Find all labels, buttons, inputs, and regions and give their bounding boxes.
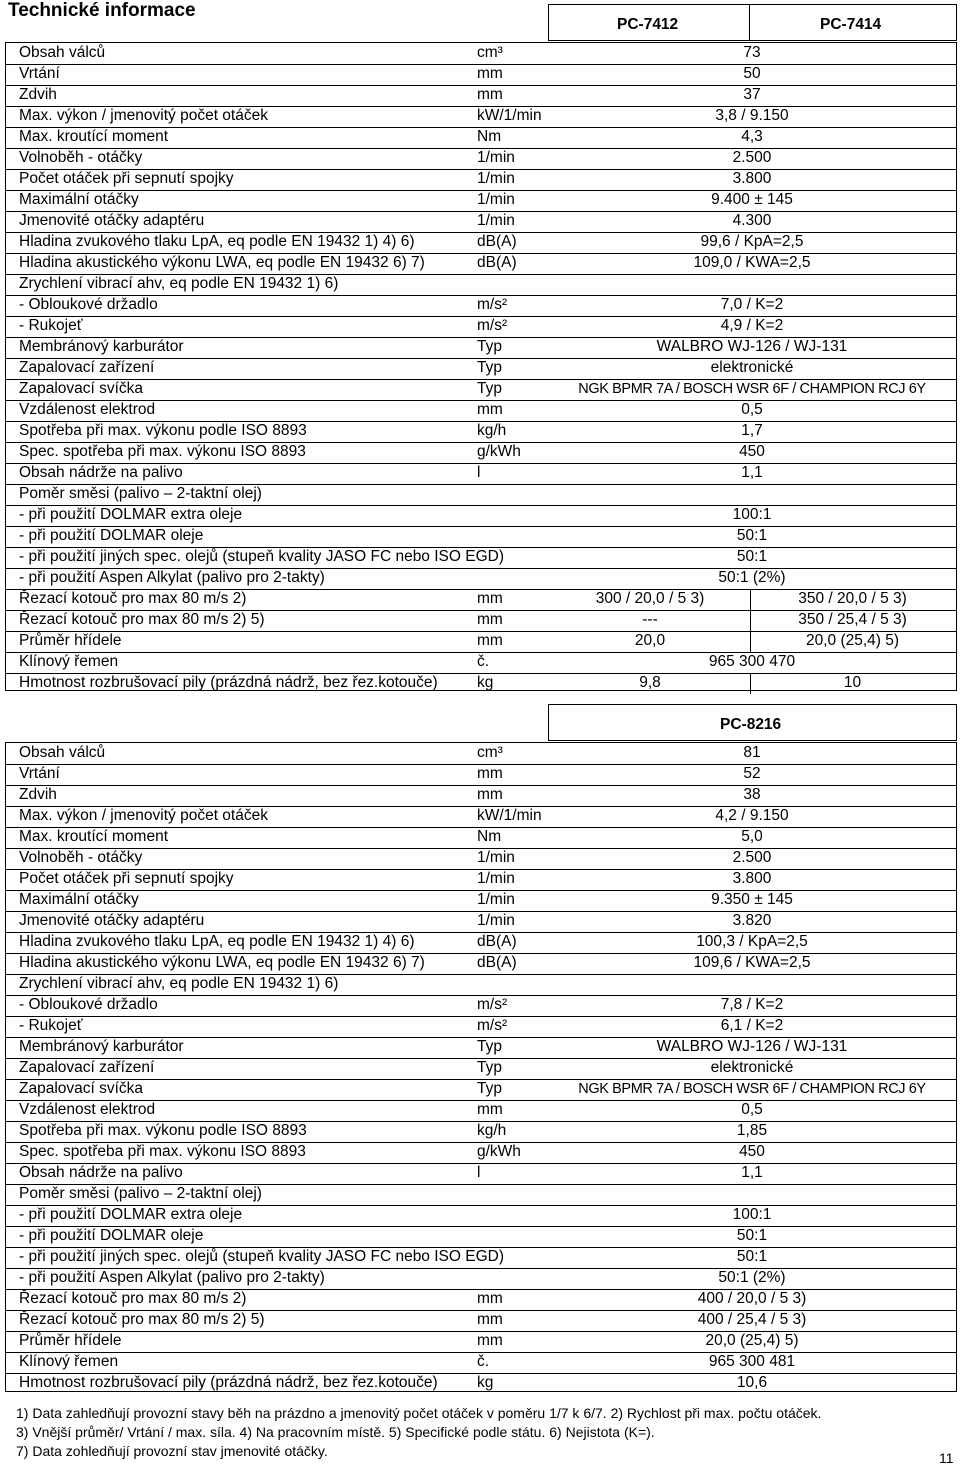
row-unit: kg	[477, 1374, 494, 1391]
table-row	[6, 1037, 956, 1059]
row-value: 9.350 ± 145	[711, 891, 793, 908]
row-label: Zdvih	[19, 786, 57, 803]
table-row	[6, 953, 956, 975]
row-label: Řezací kotouč pro max 80 m/s 2)	[19, 1290, 247, 1307]
row-value: 50:1 (2%)	[718, 1269, 786, 1286]
row-label: Vzdálenost elektrod	[19, 401, 156, 418]
row-unit: l	[477, 1164, 481, 1181]
row-label: Spotřeba při max. výkonu podle ISO 8893	[19, 1122, 307, 1139]
row-unit: Typ	[477, 380, 502, 397]
row-label: Obsah válců	[19, 744, 106, 761]
row-value: 109,0 / KWA=2,5	[693, 254, 811, 271]
row-unit: l	[477, 464, 481, 481]
row-unit: m/s²	[477, 317, 508, 334]
table-row	[6, 848, 956, 870]
table-row	[6, 1016, 956, 1038]
row-value: 1,1	[741, 1164, 763, 1181]
row-value: 37	[743, 86, 761, 103]
row-value: 20,0 (25,4) 5)	[705, 1332, 799, 1349]
row-label: Jmenovité otáčky adaptéru	[19, 912, 205, 929]
row-value-pc7412: 20,0	[634, 632, 666, 649]
table-row	[6, 1058, 956, 1080]
row-value-pc7414: 20,0 (25,4) 5)	[805, 632, 900, 649]
row-value: 2.500	[732, 149, 772, 166]
row-value: elektronické	[710, 1059, 794, 1076]
row-unit: kg/h	[477, 1122, 507, 1139]
row-value: 1,85	[736, 1122, 768, 1139]
row-label: - při použití DOLMAR oleje	[19, 1227, 204, 1244]
table-row	[6, 1352, 956, 1374]
table-row	[6, 64, 956, 86]
page-title: Technické informace	[8, 0, 196, 21]
row-label: Zrychlení vibrací ahv, eq podle EN 19432 1) 6)	[19, 975, 339, 992]
table-row	[6, 995, 956, 1017]
row-unit: 1/min	[477, 870, 515, 887]
row-label: - při použití Aspen Alkylat (palivo pro 2-takty)	[19, 569, 325, 586]
row-label: Spec. spotřeba při max. výkonu ISO 8893	[19, 1143, 306, 1160]
row-value: 100:1	[732, 506, 772, 523]
table-row	[6, 743, 956, 765]
row-unit: mm	[477, 786, 503, 803]
row-value: 0,5	[741, 1101, 763, 1118]
row-value: 0,5	[741, 401, 763, 418]
table-row	[6, 505, 956, 527]
row-label: Max. výkon / jmenovitý počet otáček	[19, 107, 268, 124]
row-value: 1,1	[741, 464, 763, 481]
row-unit: Nm	[477, 828, 502, 845]
table-row	[6, 974, 956, 996]
table-row	[6, 127, 956, 149]
row-unit: Typ	[477, 359, 502, 376]
row-label: Zapalovací svíčka	[19, 1080, 144, 1097]
table-row	[6, 232, 956, 254]
table-row	[6, 869, 956, 891]
row-value: WALBRO WJ-126 / WJ-131	[656, 338, 848, 355]
table-row	[6, 610, 956, 632]
row-value: 99,6 / KpA=2,5	[700, 233, 804, 250]
table-row	[6, 43, 956, 65]
table-row	[6, 932, 956, 954]
row-label: Počet otáček při sepnutí spojky	[19, 170, 234, 187]
row-label: - při použití DOLMAR extra oleje	[19, 1206, 243, 1223]
row-unit: mm	[477, 1290, 503, 1307]
table-row	[6, 148, 956, 170]
row-unit: 1/min	[477, 149, 515, 166]
row-unit: mm	[477, 1332, 503, 1349]
table-row	[6, 1079, 956, 1101]
row-label: Vrtání	[19, 65, 60, 82]
row-value: 10,6	[736, 1374, 768, 1391]
table-row	[6, 1142, 956, 1164]
row-label: Řezací kotouč pro max 80 m/s 2) 5)	[19, 611, 265, 628]
row-value: 965 300 470	[708, 653, 796, 670]
model-header-pc8216: PC-8216	[720, 716, 782, 733]
row-label: - Obloukové držadlo	[19, 296, 158, 313]
model-header-pc7414: PC-7414	[820, 16, 882, 33]
row-value: 73	[743, 44, 761, 61]
row-unit: kg	[477, 674, 494, 691]
row-value-pc7414: 350 / 20,0 / 5 3)	[798, 590, 907, 607]
row-value: 965 300 481	[708, 1353, 796, 1370]
row-value: 109,6 / KWA=2,5	[693, 954, 811, 971]
row-unit: m/s²	[477, 996, 508, 1013]
row-label: Zapalovací zařízení	[19, 359, 155, 376]
row-unit: Nm	[477, 128, 502, 145]
row-unit: mm	[477, 65, 503, 82]
page-number: 11	[939, 1450, 954, 1466]
row-value: WALBRO WJ-126 / WJ-131	[656, 1038, 848, 1055]
table-row	[6, 379, 956, 401]
row-unit: kW/1/min	[477, 107, 542, 124]
table-row	[6, 890, 956, 912]
row-unit: kW/1/min	[477, 807, 542, 824]
table-row	[6, 526, 956, 548]
table-row	[6, 1226, 956, 1248]
row-label: Membránový karburátor	[19, 338, 184, 355]
footnote: 7) Data zohledňují provozní stav jmenovité otáčky.	[16, 1443, 328, 1459]
row-value-pc7412: 300 / 20,0 / 5 3)	[595, 590, 705, 607]
table-row	[6, 190, 956, 212]
row-unit: mm	[477, 632, 503, 649]
row-label: Zapalovací zařízení	[19, 1059, 155, 1076]
row-unit: 1/min	[477, 912, 515, 929]
row-unit: mm	[477, 590, 503, 607]
row-value: 50:1	[736, 1227, 768, 1244]
row-label: Hladina akustického výkonu LWA, eq podle EN 19432 6) 7)	[19, 254, 425, 271]
table-row	[6, 274, 956, 296]
model-header-pc7412: PC-7412	[617, 16, 679, 33]
row-value: NGK BPMR 7A / BOSCH WSR 6F / CHAMPION RCJ 6Y	[578, 1081, 926, 1097]
row-label: Hladina zvukového tlaku LpA, eq podle EN 19432 1) 4) 6)	[19, 233, 415, 250]
row-unit: Typ	[477, 1059, 502, 1076]
table-row	[6, 568, 956, 590]
row-value: 4,3	[741, 128, 763, 145]
row-value: 450	[739, 1143, 765, 1160]
spec-table-pc8216	[5, 742, 957, 1392]
table-row	[6, 253, 956, 275]
table-row	[6, 1247, 956, 1269]
footnote: 1) Data zahledňují provozní stavy běh na prázdno a jmenovitý počet otáček v poměru 1/7 k 6/7. 2) Rychlost při max. počtu otáček.	[16, 1405, 822, 1421]
table-row	[6, 316, 956, 338]
row-label: Max. kroutící moment	[19, 128, 169, 145]
row-unit: č.	[477, 653, 490, 670]
row-value: 7,0 / K=2	[720, 296, 784, 313]
row-value: 52	[743, 765, 761, 782]
row-unit: Typ	[477, 1080, 502, 1097]
row-value: 3.820	[732, 912, 772, 929]
row-label: Hmotnost rozbrušovací pily (prázdná nádrž, bez řez.kotouče)	[19, 1374, 438, 1391]
row-unit: Typ	[477, 338, 502, 355]
table-row	[6, 631, 956, 653]
footnote: 3) Vnější průměr/ Vrtání / max. síla. 4) Na pracovním místě. 5) Specifické podle státu. 6) Nejistota (K=).	[16, 1424, 655, 1440]
row-label: Průměr hřídele	[19, 632, 122, 649]
table-row	[6, 785, 956, 807]
row-label: Poměr směsi (palivo – 2-taktní olej)	[19, 1185, 262, 1202]
row-unit: 1/min	[477, 212, 515, 229]
row-value: 1,7	[741, 422, 763, 439]
row-label: Volnoběh - otáčky	[19, 849, 143, 866]
table-row	[6, 1310, 956, 1332]
table-row	[6, 589, 956, 611]
row-unit: 1/min	[477, 891, 515, 908]
table-row	[6, 1289, 956, 1311]
row-label: Řezací kotouč pro max 80 m/s 2)	[19, 590, 247, 607]
row-unit: mm	[477, 401, 503, 418]
row-label: - při použití DOLMAR extra oleje	[19, 506, 243, 523]
row-unit: Typ	[477, 1038, 502, 1055]
table-row	[6, 673, 956, 694]
table-row	[6, 358, 956, 380]
row-value: elektronické	[710, 359, 794, 376]
row-value: 400 / 20,0 / 5 3)	[697, 1290, 807, 1307]
row-label: Hmotnost rozbrušovací pily (prázdná nádrž, bez řez.kotouče)	[19, 674, 438, 691]
row-value: 3.800	[732, 170, 772, 187]
row-label: Zrychlení vibrací ahv, eq podle EN 19432 1) 6)	[19, 275, 339, 292]
row-label: Klínový řemen	[19, 653, 119, 670]
row-label: Průměr hřídele	[19, 1332, 122, 1349]
row-unit: mm	[477, 1311, 503, 1328]
row-unit: 1/min	[477, 170, 515, 187]
row-unit: dB(A)	[477, 954, 517, 971]
row-unit: 1/min	[477, 191, 515, 208]
row-label: - Rukojeť	[19, 317, 83, 334]
table-row	[6, 1268, 956, 1290]
row-value: 100,3 / KpA=2,5	[696, 933, 808, 950]
row-label: Řezací kotouč pro max 80 m/s 2) 5)	[19, 1311, 265, 1328]
row-label: Hladina zvukového tlaku LpA, eq podle EN 19432 1) 4) 6)	[19, 933, 415, 950]
row-value-pc7414: 10	[843, 674, 862, 691]
row-unit: mm	[477, 611, 503, 628]
table2-header	[548, 704, 957, 741]
row-unit: dB(A)	[477, 933, 517, 950]
table-row	[6, 652, 956, 674]
row-label: Hladina akustického výkonu LWA, eq podle EN 19432 6) 7)	[19, 954, 425, 971]
table-row	[6, 400, 956, 422]
row-label: Volnoběh - otáčky	[19, 149, 143, 166]
row-label: - Obloukové držadlo	[19, 996, 158, 1013]
row-value: 4.300	[732, 212, 772, 229]
table-row	[6, 442, 956, 464]
row-unit: cm³	[477, 44, 503, 61]
row-value: 81	[743, 744, 761, 761]
table-row	[6, 421, 956, 443]
table-row	[6, 463, 956, 485]
row-unit: dB(A)	[477, 233, 517, 250]
row-unit: kg/h	[477, 422, 507, 439]
table-row	[6, 295, 956, 317]
row-label: Vzdálenost elektrod	[19, 1101, 156, 1118]
table-row	[6, 1205, 956, 1227]
row-value: 450	[739, 443, 765, 460]
table-row	[6, 85, 956, 107]
row-label: Počet otáček při sepnutí spojky	[19, 870, 234, 887]
row-value: 3.800	[732, 870, 772, 887]
row-label: Membránový karburátor	[19, 1038, 184, 1055]
row-unit: mm	[477, 765, 503, 782]
row-unit: m/s²	[477, 296, 508, 313]
table-row	[6, 1184, 956, 1206]
table-row	[6, 1373, 956, 1394]
row-label: - při použití DOLMAR oleje	[19, 527, 204, 544]
table-row	[6, 106, 956, 128]
row-label: Obsah válců	[19, 44, 106, 61]
row-label: Obsah nádrže na palivo	[19, 1164, 183, 1181]
row-value-pc7412: 9,8	[639, 674, 661, 691]
row-value: 38	[743, 786, 761, 803]
row-label: - Rukojeť	[19, 1017, 83, 1034]
row-value: 9.400 ± 145	[711, 191, 793, 208]
row-label: Maximální otáčky	[19, 891, 139, 908]
row-value: 3,8 / 9.150	[715, 107, 789, 124]
column-divider	[750, 610, 751, 631]
row-label: Obsah nádrže na palivo	[19, 464, 183, 481]
row-label: - při použití jiných spec. olejů (stupeň kvality JASO FC nebo ISO EGD)	[19, 1248, 504, 1265]
row-value: 4,2 / 9.150	[715, 807, 789, 824]
row-unit: dB(A)	[477, 254, 517, 271]
row-label: Max. výkon / jmenovitý počet otáček	[19, 807, 268, 824]
row-label: Klínový řemen	[19, 1353, 119, 1370]
row-label: Maximální otáčky	[19, 191, 139, 208]
row-value: 100:1	[732, 1206, 772, 1223]
row-value: 50:1	[736, 527, 768, 544]
table-row	[6, 827, 956, 849]
column-divider	[750, 631, 751, 652]
row-unit: 1/min	[477, 849, 515, 866]
row-value: 6,1 / K=2	[720, 1017, 784, 1034]
table-row	[6, 337, 956, 359]
table-row	[6, 1100, 956, 1122]
row-value: 4,9 / K=2	[720, 317, 784, 334]
row-label: Zapalovací svíčka	[19, 380, 144, 397]
row-value: 400 / 25,4 / 5 3)	[697, 1311, 807, 1328]
row-label: Spotřeba při max. výkonu podle ISO 8893	[19, 422, 307, 439]
table-row	[6, 1121, 956, 1143]
column-divider	[750, 589, 751, 610]
row-value: 50:1 (2%)	[718, 569, 786, 586]
spec-table-pc7412-7414	[5, 42, 957, 691]
row-unit: g/kWh	[477, 443, 521, 460]
table1-header	[548, 4, 957, 41]
row-unit: m/s²	[477, 1017, 508, 1034]
table-row	[6, 169, 956, 191]
row-value: 50	[743, 65, 761, 82]
row-label: Vrtání	[19, 765, 60, 782]
row-value: 50:1	[736, 548, 768, 565]
table-row	[6, 1331, 956, 1353]
row-label: - při použití jiných spec. olejů (stupeň kvality JASO FC nebo ISO EGD)	[19, 548, 504, 565]
row-label: Max. kroutící moment	[19, 828, 169, 845]
row-label: Poměr směsi (palivo – 2-taktní olej)	[19, 485, 262, 502]
column-divider	[750, 673, 751, 694]
table-row	[6, 911, 956, 933]
table-row	[6, 764, 956, 786]
row-unit: mm	[477, 86, 503, 103]
row-value: 7,8 / K=2	[720, 996, 784, 1013]
row-value: 2.500	[732, 849, 772, 866]
row-value-pc7414: 350 / 25,4 / 5 3)	[798, 611, 907, 628]
row-label: Zdvih	[19, 86, 57, 103]
row-value: 5,0	[741, 828, 763, 845]
row-unit: č.	[477, 1353, 490, 1370]
row-value: 50:1	[736, 1248, 768, 1265]
row-label: - při použití Aspen Alkylat (palivo pro 2-takty)	[19, 1269, 325, 1286]
row-value-pc7412: ---	[642, 611, 658, 628]
table-row	[6, 1163, 956, 1185]
row-unit: cm³	[477, 744, 503, 761]
row-unit: mm	[477, 1101, 503, 1118]
footnotes	[16, 1404, 821, 1461]
table-row	[6, 547, 956, 569]
table-row	[6, 484, 956, 506]
table-row	[6, 806, 956, 828]
row-label: Spec. spotřeba při max. výkonu ISO 8893	[19, 443, 306, 460]
row-unit: g/kWh	[477, 1143, 521, 1160]
table-row	[6, 211, 956, 233]
row-label: Jmenovité otáčky adaptéru	[19, 212, 205, 229]
row-value: NGK BPMR 7A / BOSCH WSR 6F / CHAMPION RCJ 6Y	[578, 381, 926, 397]
